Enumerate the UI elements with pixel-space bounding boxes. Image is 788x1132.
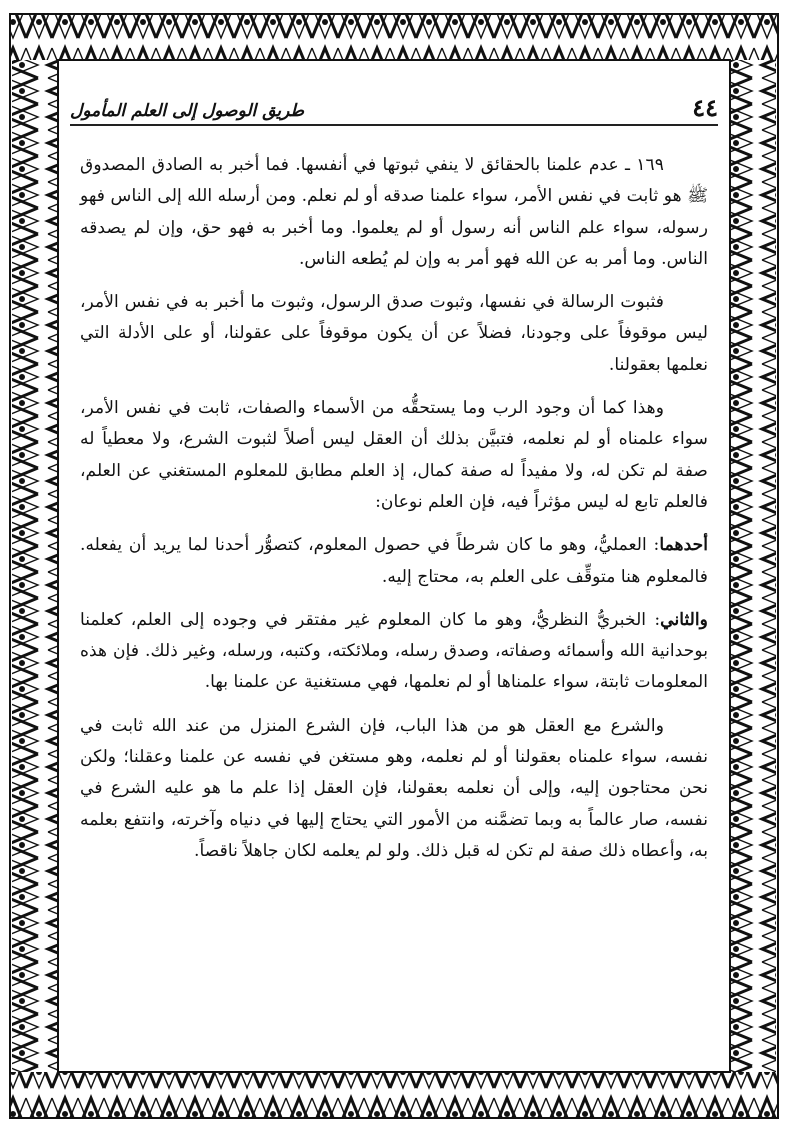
page-body <box>80 150 708 879</box>
paragraph-term: أحدهما <box>659 535 708 556</box>
paragraph: والشرع مع العقل هو من هذا الباب، فإن الشرع المنزل من عند الله ثابت في نفسه، سواء علمناه بعقولنا أو لم نعلمه، وهو مستغن في نفسه عن علمنا وعقلنا؛ ولكن نحن محتاجون إليه، وإلى أن نعلمه بعقولنا، فإن العقل إذا علم ما هو عليه الشرع في نفسه، صار عالماً به وبما تضمَّنه من الأمور التي يحتاج إليها في دنياه وآخرته، وانتفع بعلمه به، وأعطاه ذلك صفة لم تكن له قبل ذلك. ولو لم يعلمه لكان جاهلاً ناقصاً. <box>80 715 708 861</box>
running-title: طريق الوصول إلى العلم المأمول <box>70 101 305 121</box>
paragraph: وهذا كما أن وجود الرب وما يستحقُّه من الأسماء والصفات، ثابت في نفس الأمر، سواء علمناه أو لم نعلمه، فتبيَّن بذلك أن العقل ليس أصلاً لثبوت الشرع، ولا معطياً له صفة لم تكن له، ولا مفيداً له صفة كمال، إذ العلم مطابق للمعلوم المستغني عن العلم، فالعلم تابع له ليس مؤثراً فيه، فإن العلم نوعان: <box>80 398 708 512</box>
paragraph-term: والثاني <box>660 609 708 630</box>
paragraph: أحدهما: العمليُّ، وهو ما كان شرطاً في حصول المعلوم، كتصوُّر أحدنا لما يريد أن يفعله. فالمعلوم هنا متوقِّف على العلم به، محتاج إليه. <box>80 535 708 587</box>
paragraph: ١٦٩ ـ عدم علمنا بالحقائق لا ينفي ثبوتها في أنفسها. فما أخبر به الصادق المصدوق ﷺ هو ثابت في نفس الأمر، سواء علمنا صدقه أو لم نعلم. ومن أرسله الله إلى الناس فهو رسوله، سواء علم الناس أنه رسول أو لم يعلموا. وما أخبر به فهو حق، وإن لم يصدقه الناس. وما أمر به عن الله فهو أمر به وإن لم يُطعه الناس. <box>80 155 708 269</box>
header-rule <box>70 124 718 126</box>
running-header <box>70 92 718 120</box>
page-number: ٤٤ <box>692 93 718 122</box>
paragraph: فثبوت الرسالة في نفسها، وثبوت صدق الرسول، وثبوت ما أخبر به في نفس الأمر، ليس موقوفاً على وجودنا، فضلاً عن أن يكون موقوفاً على عقولنا، أو على الأدلة التي نعلمها بعقولنا. <box>80 292 708 375</box>
paragraph: والثاني: الخبريُّ النظريُّ، وهو ما كان المعلوم غير مفتقر في وجوده إلى العلم، كعلمنا بوحدانية الله وأسمائه وصفاته، وصدق رسله، وملائكته، وكتبه، ورسله، وغير ذلك. فإن هذه المعلومات ثابتة، سواء علمناها أو لم نعلمها، فهي مستغنية عن علمنا بها. <box>80 609 708 693</box>
